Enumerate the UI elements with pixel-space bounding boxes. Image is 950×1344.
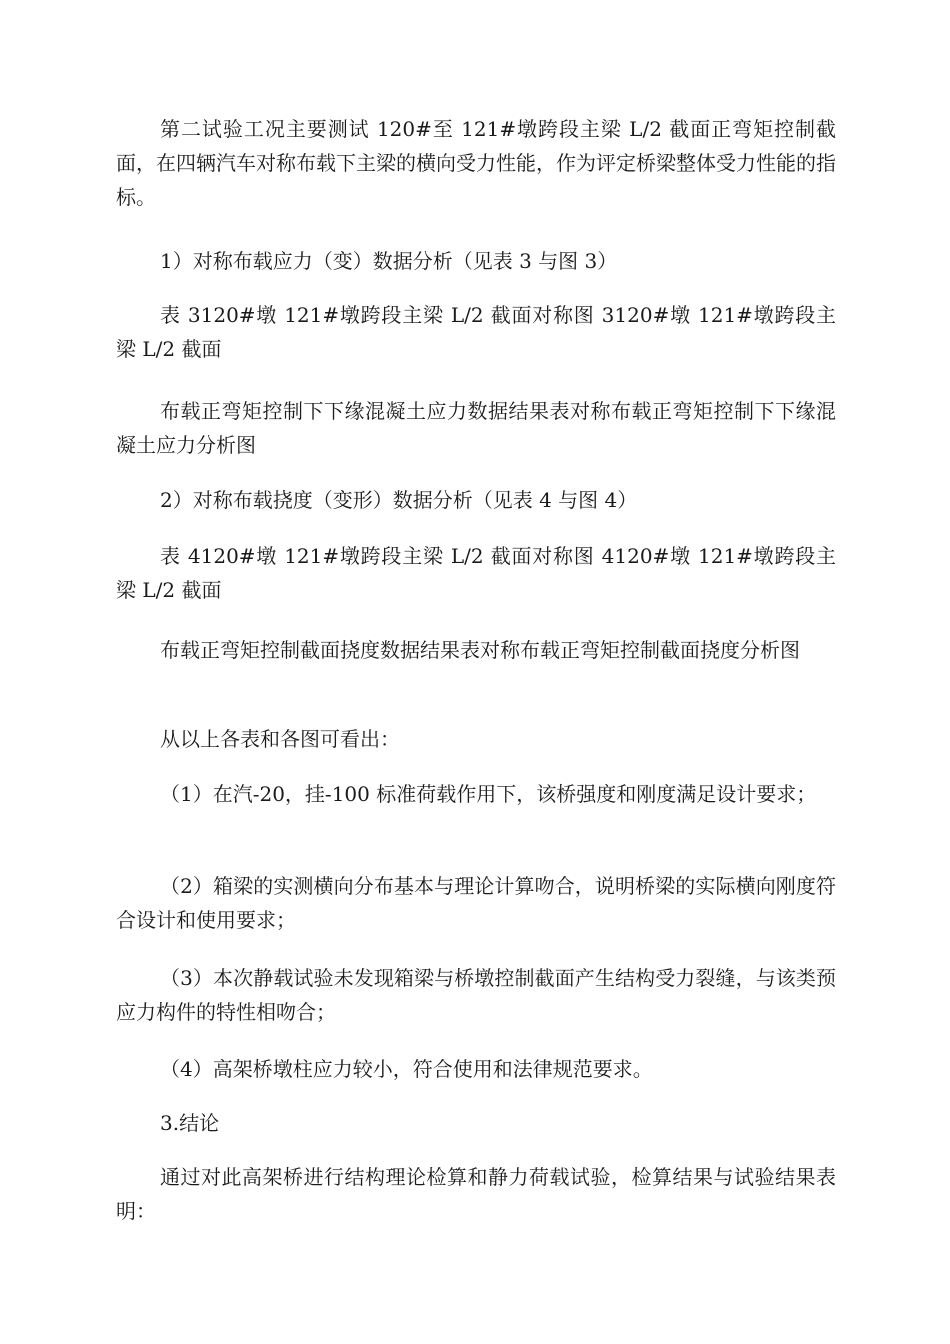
- paragraph-deflection-analysis-heading: 2）对称布载挠度（变形）数据分析（见表 4 与图 4）: [160, 488, 638, 512]
- paragraph-deflection-result-caption: 布载正弯矩控制截面挠度数据结果表对称布载正弯矩控制截面挠度分析图: [160, 638, 800, 662]
- paragraph-observation-intro: 从以上各表和各图可看出：: [160, 727, 400, 751]
- paragraph-test-condition: 第二试验工况主要测试 120#至 121#墩跨段主梁 L/2 截面正弯矩控制截面，在四辆汽车对称布载下主梁的横向受力性能，作为评定桥梁整体受力性能的指标。: [116, 117, 836, 209]
- paragraph-finding-3: （3）本次静载试验未发现箱梁与桥墩控制截面产生结构受力裂缝，与该类预应力构件的特性相吻合；: [116, 966, 836, 1024]
- paragraph-table4-caption: 表 4120#墩 121#墩跨段主梁 L/2 截面对称图 4120#墩 121#墩跨段主梁 L/2 截面: [116, 544, 836, 602]
- paragraph-finding-2: （2）箱梁的实测横向分布基本与理论计算吻合，说明桥梁的实际横向刚度符合设计和使用要求；: [116, 874, 836, 932]
- paragraph-conclusion-body: 通过对此高架桥进行结构理论检算和静力荷载试验，检算结果与试验结果表明：: [116, 1165, 836, 1223]
- paragraph-finding-4: （4）高架桥墩柱应力较小，符合使用和法律规范要求。: [160, 1057, 653, 1081]
- paragraph-table3-caption: 表 3120#墩 121#墩跨段主梁 L/2 截面对称图 3120#墩 121#墩跨段主梁 L/2 截面: [116, 303, 836, 361]
- section-heading-conclusion: 3.结论: [160, 1111, 220, 1135]
- paragraph-stress-result-caption: 布载正弯矩控制下下缘混凝土应力数据结果表对称布载正弯矩控制下下缘混凝土应力分析图: [116, 399, 836, 457]
- paragraph-finding-1: （1）在汽-20，挂-100 标准荷载作用下，该桥强度和刚度满足设计要求；: [160, 782, 817, 806]
- paragraph-stress-analysis-heading: 1）对称布载应力（变）数据分析（见表 3 与图 3）: [160, 249, 618, 273]
